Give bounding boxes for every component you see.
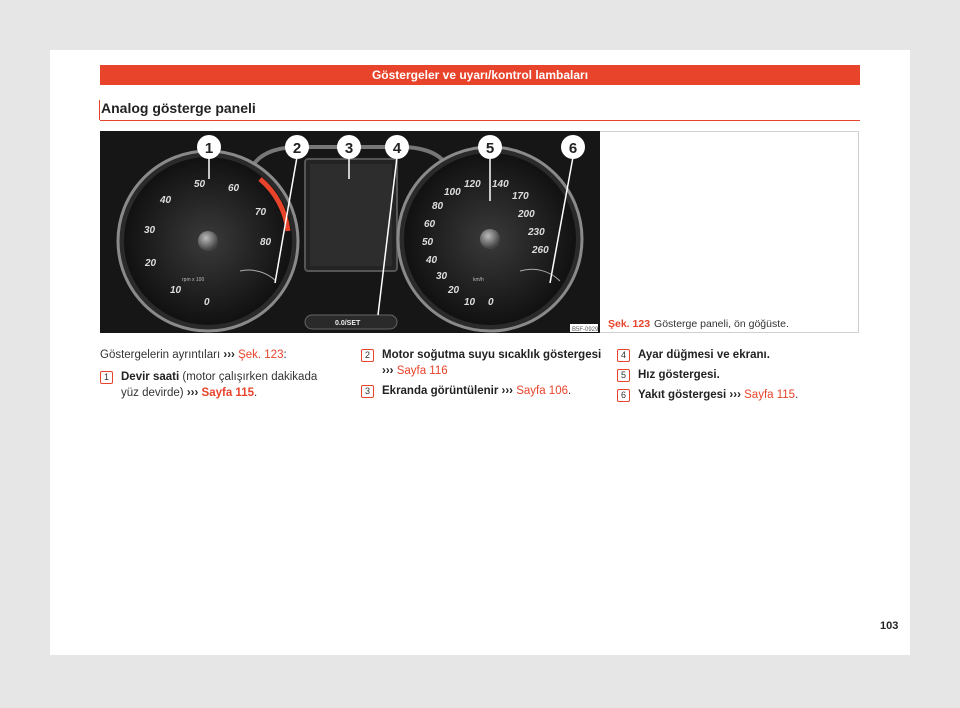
- chapter-header: Göstergeler ve uyarı/kontrol lambaları: [100, 65, 860, 85]
- tach-label: 10: [170, 285, 182, 296]
- speed-label: 40: [426, 255, 438, 266]
- tach-label: 30: [144, 225, 156, 236]
- item-title: Ayar düğmesi ve ekranı.: [638, 349, 770, 361]
- speed-label: 80: [432, 201, 444, 212]
- image-code: B5F-0929: [572, 327, 599, 333]
- speed-label: 120: [464, 179, 481, 190]
- item-end: .: [253, 387, 258, 399]
- speed-label: 60: [424, 219, 436, 230]
- section-marker: [99, 100, 100, 120]
- ref-arrows: ›››: [501, 385, 513, 397]
- item-number: 3: [361, 385, 374, 398]
- column-3: [617, 347, 857, 405]
- callout-5: 5: [485, 140, 495, 157]
- legend-item-5: [617, 367, 857, 383]
- speed-label: 170: [512, 191, 529, 202]
- section-title: Analog gösterge paneli: [101, 100, 256, 116]
- item-number: 6: [617, 389, 630, 402]
- ref-arrows: ›››: [186, 387, 199, 399]
- item-end: .: [795, 389, 799, 401]
- speed-label: 230: [528, 227, 545, 238]
- tachometer: [118, 151, 298, 331]
- callout-2: 2: [292, 140, 302, 157]
- page-link[interactable]: Sayfa 116: [396, 365, 448, 377]
- item-title: Yakıt göstergesi: [638, 389, 727, 401]
- intro-text: Göstergelerin ayrıntıları: [100, 349, 221, 361]
- item-end: .: [568, 385, 572, 397]
- intro-colon: :: [283, 349, 287, 361]
- page-link[interactable]: Sayfa 115: [201, 387, 254, 399]
- speed-label: 260: [532, 245, 549, 256]
- instrument-cluster-illustration: [100, 131, 600, 333]
- tach-label: 80: [260, 237, 272, 248]
- item-title: Motor soğutma suyu sıcaklık göstergesi: [382, 349, 602, 361]
- tach-label: 0: [204, 297, 210, 308]
- figure-link[interactable]: Şek. 123: [238, 349, 284, 361]
- speed-label: 0: [488, 297, 494, 308]
- legend-item-4: [617, 347, 857, 363]
- legend-item-2: [361, 347, 606, 379]
- page-link[interactable]: Sayfa 115: [744, 389, 796, 401]
- speed-label: 50: [422, 237, 434, 248]
- legend-item-6: [617, 387, 857, 403]
- item-title: Devir saati: [121, 371, 180, 383]
- legend-item-3: [361, 383, 606, 399]
- callout-3: 3: [344, 140, 354, 157]
- page-number: 103: [880, 620, 899, 632]
- intro-line: [100, 347, 330, 363]
- column-1: [100, 347, 330, 403]
- caption-box: [600, 131, 859, 333]
- tach-label: 50: [194, 179, 206, 190]
- item-title: Hız göstergesi.: [638, 369, 720, 381]
- callout-1: 1: [204, 140, 214, 157]
- speed-label: 20: [448, 285, 460, 296]
- speed-label: 140: [492, 179, 509, 190]
- item-number: 2: [361, 349, 374, 362]
- legend-item-1: [100, 369, 330, 401]
- speed-unit: km/h: [473, 277, 484, 283]
- caption-ref: Şek. 123: [608, 318, 651, 330]
- section-rule: [100, 120, 860, 121]
- tach-unit: rpm x 100: [182, 277, 205, 283]
- item-number: 1: [100, 371, 113, 384]
- speed-label: 10: [464, 297, 476, 308]
- callout-4: 4: [392, 140, 402, 157]
- tach-label: 40: [160, 195, 172, 206]
- instrument-cluster-figure: [100, 131, 600, 333]
- ref-arrows: ›››: [223, 349, 235, 361]
- item-text: (motor çalışırken dakikada yüz devirde): [121, 371, 318, 399]
- tach-label: 60: [228, 183, 240, 194]
- column-2: [361, 347, 606, 401]
- ref-arrows: ›››: [729, 389, 741, 401]
- figure-caption: [608, 318, 789, 330]
- callout-6: 6: [568, 140, 578, 157]
- tach-label: 20: [145, 258, 157, 269]
- item-number: 4: [617, 349, 630, 362]
- tach-label: 70: [255, 207, 267, 218]
- speed-label: 100: [444, 187, 461, 198]
- caption-text: Gösterge paneli, ön göğüste.: [654, 318, 789, 330]
- speed-label: 200: [518, 209, 535, 220]
- ref-arrows: ›››: [382, 365, 394, 377]
- page-link[interactable]: Sayfa 106: [516, 385, 568, 397]
- item-title: Ekranda görüntülenir: [382, 385, 499, 397]
- item-number: 5: [617, 369, 630, 382]
- set-button-label: 0.0/SET: [335, 320, 361, 327]
- speed-label: 30: [436, 271, 448, 282]
